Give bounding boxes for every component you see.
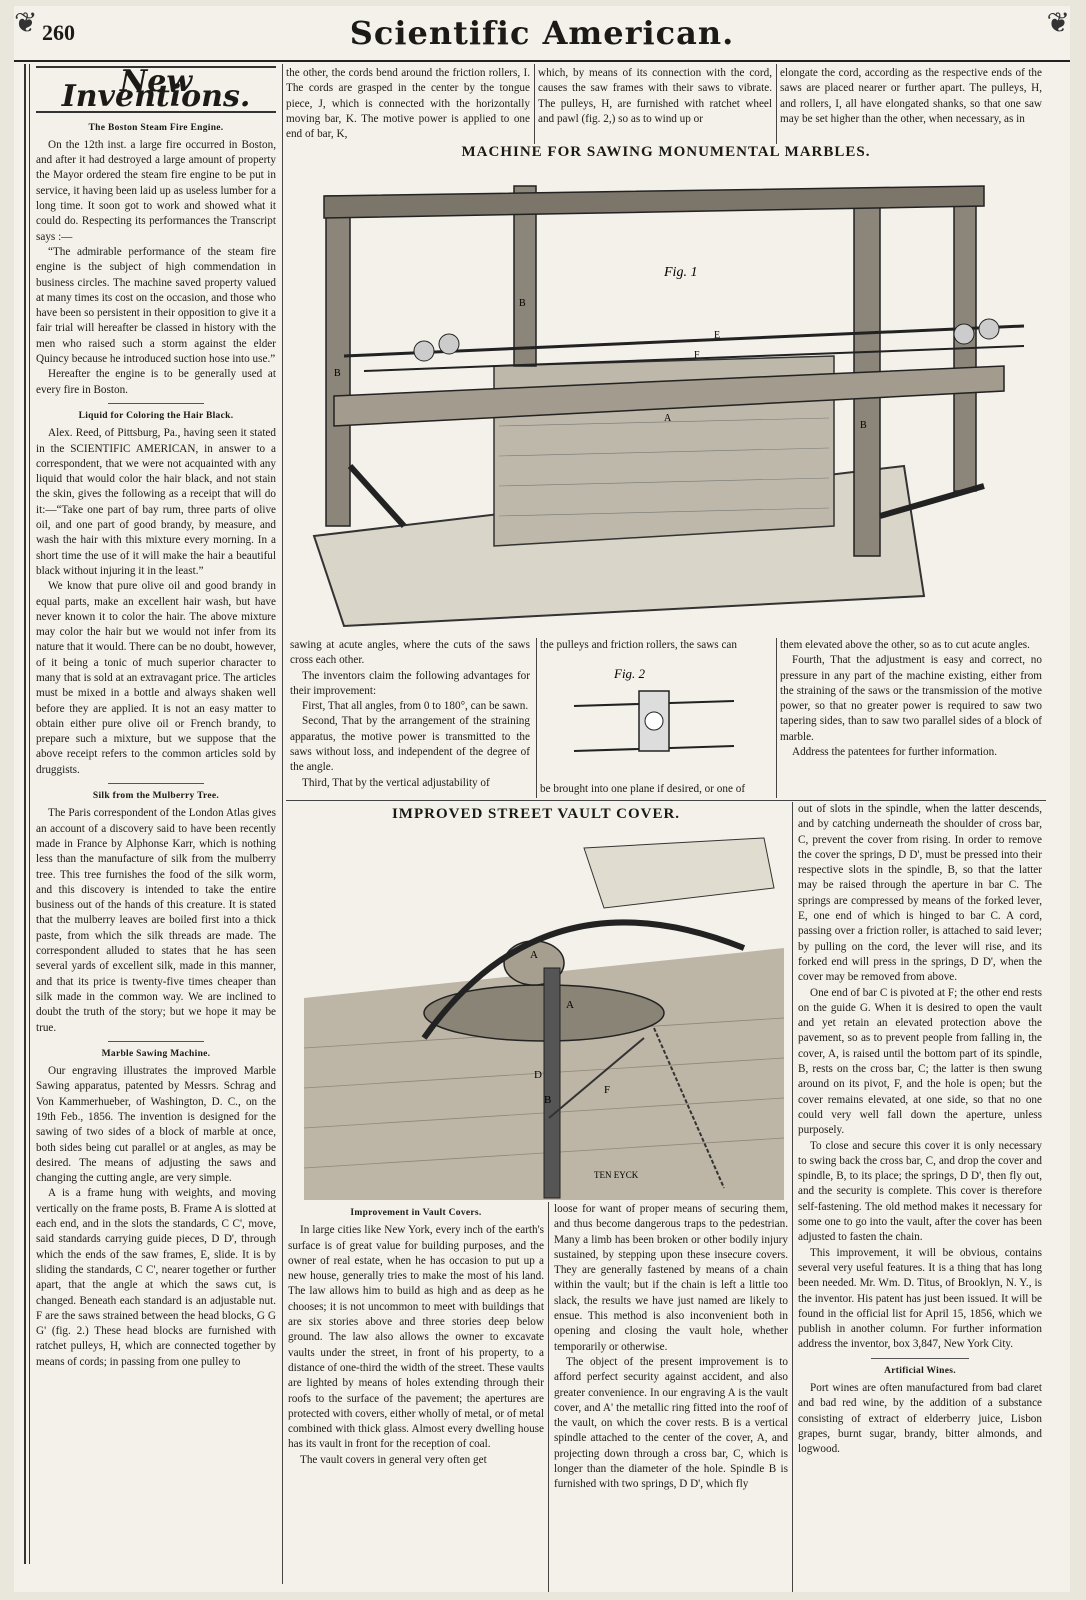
column-2-mid	[290, 638, 530, 798]
column-rule	[282, 64, 283, 1584]
article-paragraph: Third, That by the vertical adjustability of	[302, 776, 490, 789]
ornament-left-icon: ❦	[14, 8, 38, 39]
article-paragraph: Alex. Reed, of Pittsburg, Pa., having seen it stated in the SCIENTIFIC AMERICAN, in answer to a correspondent, that we were not acquainted with any liquid that would color the hair black, and not stain the skin, gives the following as a receipt that will do it:—“Take one part of bay rum, three parts of olive oil, and one part of good brandy, by measure, and wash the hair with this mixture every morning. In a short time the use of it will make the hair a beautiful black without injuring it in the least.”	[36, 427, 276, 577]
column-rule	[548, 1202, 549, 1592]
letter-label: B	[544, 1094, 552, 1106]
article-paragraph: This improvement, it will be obvious, contains several very useful features. It is a thing that has long been needed. Mr. Wm. D. Titus, of Brooklyn, N. Y., is the inventor. His patent has just been issued. It will be found in the official list for April 15, 1856, which we publish in another column. For further information address the inventor, box 3,847, New York City.	[798, 1246, 1042, 1351]
article-paragraph: loose for want of proper means of securing them, and thus become dangerous traps to the pedestrian. Many a limb has been broken or other bodily injury sustained, by stepping upon these insecure covers. They are generally fastened by means of a chain within the vault; but if the chain is left a little too slack, the results we have just named are likely to ensue. This method is also inconvenient both in opening and closing the vault hole, whether temporarily or otherwise.	[554, 1203, 788, 1353]
article-paragraph: Second, That by the arrangement of the straining apparatus, the motive power is transmitted to the saws without loss, and independent of the degree of the angle.	[290, 715, 530, 774]
marble-machine-engraving	[304, 166, 1044, 636]
pulley	[414, 341, 434, 361]
article-title: Silk from the Mulberry Tree.	[92, 791, 220, 802]
fig2-engraving	[554, 656, 754, 776]
article-paragraph: First, That all angles, from 0 to 180°, can be sawn.	[302, 700, 529, 713]
article-paragraph: elongate the cord, according as the respective ends of the saws are placed nearer or further apart. The pulleys, H, and rollers, I, all have elongated shanks, so that one saw may be set higher than the other, when necessary, as in	[780, 67, 1042, 125]
column-4-top	[780, 66, 1042, 142]
letter-label: A	[664, 413, 672, 424]
article-paragraph: Address the patentees for further information.	[792, 746, 998, 759]
article-paragraph: The vault covers in general very often get	[300, 1453, 487, 1466]
separator	[108, 403, 204, 404]
article-paragraph: them elevated above the other, so as to cut acute angles.	[780, 639, 1030, 651]
marble-machine-heading: MACHINE FOR SAWING MONUMENTAL MARBLES.	[461, 144, 871, 160]
letter-label: B	[519, 298, 526, 309]
ratchet-wheel	[645, 712, 663, 730]
page-number: 260	[42, 20, 75, 45]
column-rule	[536, 638, 537, 798]
pulley	[979, 319, 999, 339]
horizontal-rule	[286, 800, 1046, 801]
figure-label: Fig. 2	[614, 666, 646, 681]
column-rule	[776, 64, 777, 144]
newspaper-page	[14, 6, 1070, 1592]
vault-cover-heading: IMPROVED STREET VAULT COVER.	[391, 806, 681, 822]
ornament-right-icon: ❦	[1046, 8, 1070, 39]
article-paragraph: A is a frame hung with weights, and moving vertically on the frame posts, B. Frame A is slotted at each end, and in the slots the standards, C C', move, said standards carrying guide pieces, D D', through which the ends of the saw frames, E, slide. It is by sliding the standards, C C', nearer together or further apart, that the angle at which the saws cut, is changed. Beneath each standard is an adjustable nut. F are the saws strained between the head blocks, G G G' (fig. 2.) These head blocks are furnished with ratchet pulleys, H, which are connected together by means of cords; in passing from one pulley to	[36, 1187, 276, 1368]
article-paragraph: the other, the cords bend around the friction rollers, I. The cords are grasped in the center by the tongue piece, J, which is connected with the horizontally moving bar, K. The motive power is applied to one end of bar, K,	[286, 67, 530, 141]
spindle-b	[544, 968, 560, 1198]
article-paragraph: sawing at acute angles, where the cuts of the saws cross each other.	[290, 639, 530, 667]
column-rule	[792, 802, 793, 1592]
article-title: Marble Sawing Machine.	[101, 1048, 211, 1059]
column-rule	[776, 638, 777, 798]
article-paragraph: be brought into one plane if desired, or one of	[540, 783, 746, 795]
article-paragraph: The inventors claim the following advantages for their improvement:	[290, 669, 530, 697]
column-rule	[534, 64, 535, 144]
article-title: The Boston Steam Fire Engine.	[88, 122, 224, 133]
vault-column-3	[554, 1202, 788, 1590]
letter-label: F	[694, 350, 700, 361]
masthead: Scientific American.	[349, 14, 735, 52]
page-header	[14, 6, 1070, 62]
pulley	[439, 334, 459, 354]
column-1	[36, 66, 276, 1586]
column-3-top	[538, 66, 772, 142]
letter-label: B	[334, 368, 341, 379]
separator	[108, 783, 204, 784]
letter-label: F	[604, 1084, 611, 1096]
article-paragraph: In large cities like New York, every inch of the earth's surface is of great value for building purposes, and the owner of real estate, when he has occasion to put up a new house, generally tries to make the most of his land. The law allows him to build as high and as deep as he chooses; it is not uncommon to meet with buildings that are six stories above and three stories deep below ground. The law also allows the owner to excavate vaults under the street, in front of his property, to a distance of one-third the width of the street. These vaults are lighted by means of holes extending through their roofs to the surface of the pavement; the apertures are protected with covers, either wholly of metal, or of metal combined with thick glass. Almost every dwelling house has its vault in front for the reception of coal.	[288, 1224, 544, 1451]
article-paragraph: “The admirable performance of the steam fire engine is the subject of high commendation in business circles. The machine saved property valued at many times its cost on the occasion, and those who have been so persistent in their opposition to give it a fair trial will hereafter be classed in history with the men who raised such a storm against the elder Quincy because he introduced suction hose into use.”	[36, 245, 276, 366]
letter-label: E	[714, 330, 721, 341]
article-paragraph: On the 12th inst. a large fire occurred in Boston, and after it had destroyed a large amount of property the Mayor ordered the steam fire engine to be put in service, it having been laid up as useless lumber for a long time. It soon got to work and showed what it could do. Respecting its performances the Transcript says :—	[36, 138, 276, 243]
article-paragraph: One end of bar C is pivoted at F; the other end rests on the guide G. When it is desired to open the vault and yet retain an elevated protection above the pavement, so as to prevent people from falling in, the cover, A, is raised until the bottom part of its spindle, B, rests on the cross bar, C; the latter is then swung around on its pivot, F, and the hole is open; but the cover remains elevated, at one side, so that no one could very well fall down the aperture, unless purposely.	[798, 986, 1042, 1137]
column-3-mid-bottom	[540, 782, 772, 800]
vault-column-2	[288, 1202, 544, 1590]
article-paragraph: Hereafter the engine is to be generally used at every fire in Boston.	[36, 368, 276, 396]
article-paragraph: Port wines are often manufactured from bad claret and bad red wine, by the addition of a substance consisting of extract of elderberry juice, Lisbon grapes, burnt sugar, brandy, bitter almonds, and logwood.	[798, 1381, 1042, 1456]
article-paragraph: The Paris correspondent of the London Atlas gives an account of a discovery said to have been recently made in France by Alphonse Karr, which is nothing less than the manufacture of silk from the mulberry tree. This tree furnishes the food of the silk worm, and this discovery is intended to take the entire business out of the hands of this creature. It is stated that the mulberry leaves are boiled first into a thick paste, from which the silk threads are made. The correspondent alluded to states that he has seen several yards of excellent silk, made in this manner, and that its price is twenty-five times cheaper than silk made in the common way. We are inclined to doubt the truth of the story; but we hope it may be true.	[36, 807, 276, 1034]
letter-label: B	[860, 420, 867, 431]
separator	[108, 1041, 204, 1042]
vault-cover-engraving	[304, 828, 784, 1200]
article-paragraph: out of slots in the spindle, when the latter descends, and by catching underneath the shoulder of cross bar, C, prevent the cover from rising. In order to remove the cover the springs, D D', must be pressed into their respective slots in the spindle, B, so that the latter may be raised through the aperture in bar C. The springs are compressed by means of the forked lever, E, one end of which is hinged to bar C. A cord, passing over a friction roller, is attached to said lever; by pulling on the cord, the lever will rise, and its forked end will press in the springs, D D', when the cover may be removed from above.	[798, 803, 1042, 984]
article-title: Improvement in Vault Covers.	[350, 1208, 482, 1218]
frame-post	[326, 196, 350, 526]
separator	[871, 1358, 969, 1359]
article-title: Artificial Wines.	[884, 1365, 956, 1376]
article-paragraph: Our engraving illustrates the improved Marble Sawing apparatus, patented by Messrs. Schrag and Von Kammerhueber, of Washington, D. C., on the 19th Feb., 1856. The invention is designed for the sawing of two sides of a block of marble at once, both sides being cut parallel or at angles, as may be desired. The means of adjusting the saws and changing the cutting angle, are very simple.	[36, 1065, 276, 1185]
engraver-signature: TEN EYCK	[594, 1170, 639, 1180]
article-paragraph: We know that pure olive oil and good brandy in equal parts, make an excellent hair wash, but have never known it to color the hair. The above mixture may color the hair but we would not infer from its nature that it would. There can be no doubt, however, of it being a tonic of much superior character to many that is sold at an extravagant price. The articles must be mixed in a bottle and always shaken well before they are applied. It is not an easy matter to obtain either pure olive oil or French brandy, to prepare such a mixture, but we suppose that the above receipt refers to the common articles sold by druggists.	[36, 580, 276, 776]
figure-label: Fig. 1	[664, 265, 698, 280]
letter-label: A	[566, 999, 574, 1011]
column-4-mid	[780, 638, 1042, 798]
article-paragraph: which, by means of its connection with the cord, causes the saw frames with their saws to vibrate. The pulleys, H, are furnished with ratchet wheel and pawl (fig. 2,) so as to wind up or	[538, 67, 772, 125]
section-title: New Inventions.	[36, 66, 276, 113]
left-border	[24, 64, 30, 1564]
article-paragraph: The object of the present improvement is to afford perfect security against accident, and also greater convenience. In our engraving A is the vault cover, and A' the metallic ring fitted into the roof of the vault, on which the cover rests. B is a vertical spindle attached to the center of the cover, A, and projecting down through a cross bar, C, which is longer than the diameter of the hole. Spindle B is furnished with two springs, D D', which fly	[554, 1355, 788, 1491]
column-3-mid-top	[540, 638, 772, 656]
article-paragraph: the pulleys and friction rollers, the saws can	[540, 639, 737, 651]
column-2-top	[286, 66, 530, 142]
article-paragraph: Fourth, That the adjustment is easy and correct, no pressure in any part of the machine existing, either from the straining of the saws or the transmission of the motive power, so that no greater power is required to saw two tapering sides, than to saw two parallel sides of a block of marble.	[780, 654, 1042, 743]
vault-column-4	[798, 802, 1042, 1592]
pulley	[954, 324, 974, 344]
article-paragraph: To close and secure this cover it is only necessary to swing back the cross bar, C, and drop the cover and spindle, B, to its place; the springs, D D', then fly out, and the security is complete. This cover is therefore self-fastening. The old method makes it necessary for some one to go into the vault, after the cover has been adjusted to fasten the chain.	[798, 1139, 1042, 1244]
article-title: Liquid for Coloring the Hair Black.	[78, 410, 234, 421]
letter-label: D	[534, 1069, 542, 1081]
letter-label: A	[530, 949, 538, 961]
